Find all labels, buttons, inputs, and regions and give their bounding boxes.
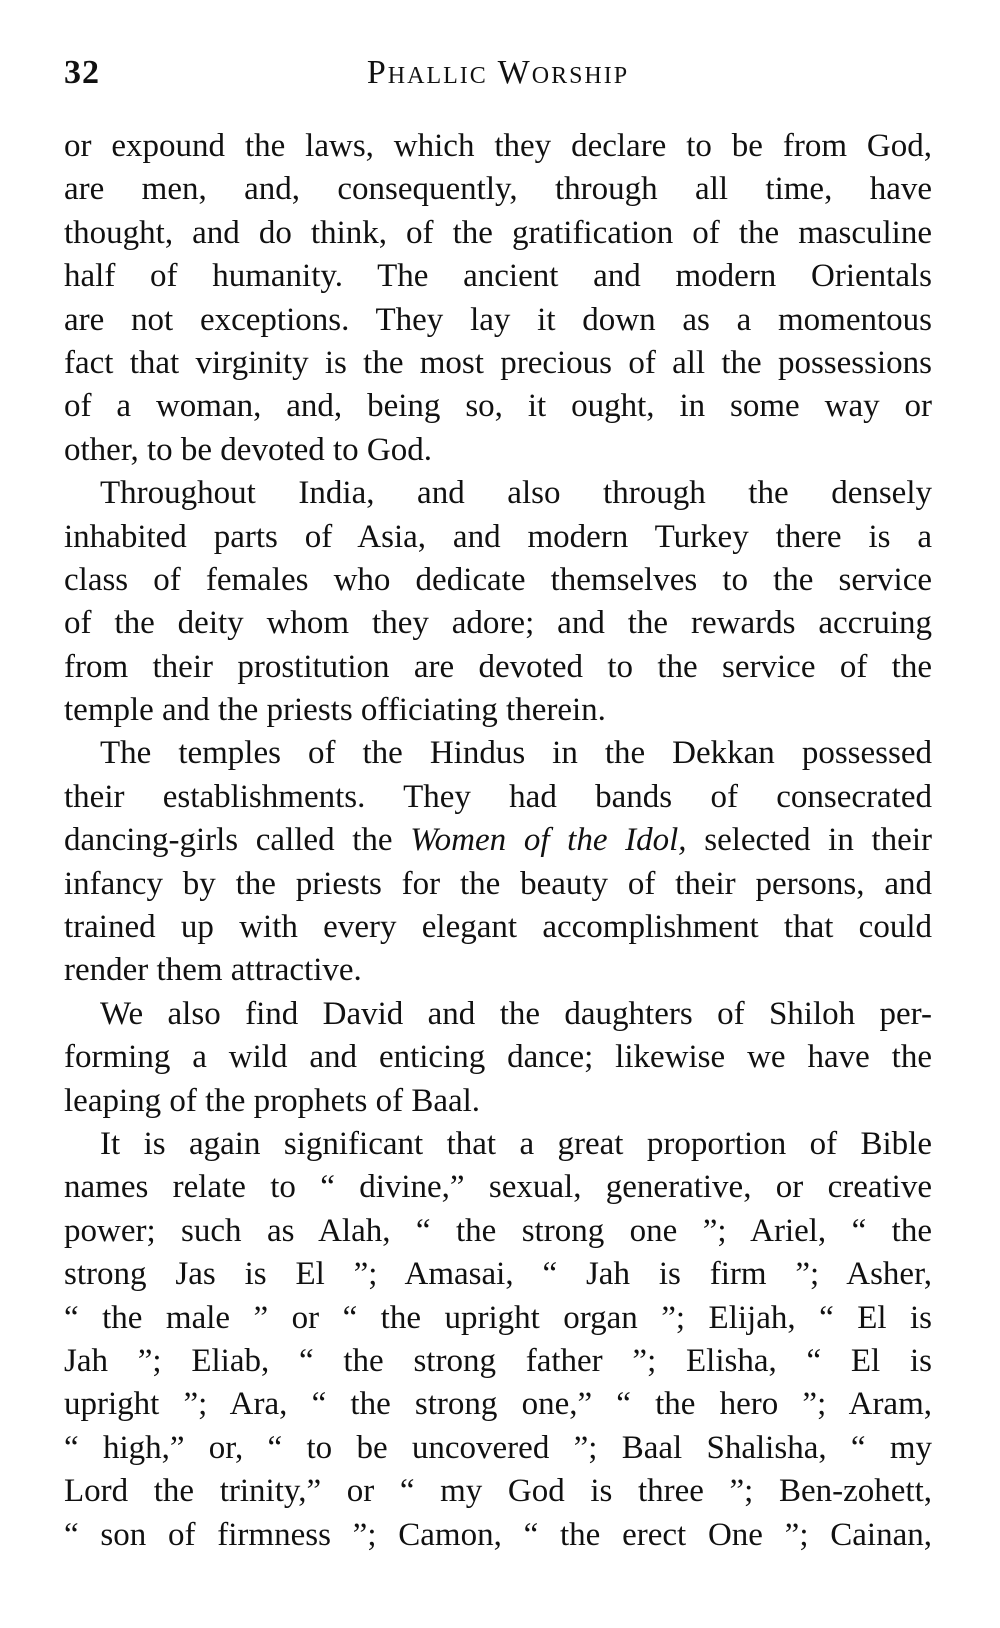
text-line: Jah ”; Eliab, “ the strong father ”; Elisha, “ El is	[64, 1342, 932, 1379]
text-line: or expound the laws, which they declare to be from God,	[64, 128, 932, 164]
text-line: thought, and do think, of the gratification of the masculine	[64, 214, 932, 251]
text-line: infancy by the priests for the beauty of their persons, and	[64, 865, 932, 902]
running-head	[64, 54, 932, 98]
text-line: of a woman, and, being so, it ought, in some way or	[64, 388, 932, 425]
text-line: The temples of the Hindus in the Dekkan possessed	[100, 735, 932, 772]
text-line: Lord the trinity,” or “ my God is three ”; Ben-zohett,	[64, 1473, 932, 1510]
italic-title: Women of the Idol,	[410, 822, 687, 859]
text-line: from their prostitution are devoted to the service of the	[64, 648, 932, 685]
text-line: are not exceptions. They lay it down as a momentous	[64, 301, 932, 338]
text-line: temple and the priests officiating therein.	[64, 692, 606, 729]
text-line: fact that virginity is the most precious of all the possessions	[64, 344, 932, 381]
text-line: “ son of firmness ”; Camon, “ the erect One ”; Cainan,	[64, 1516, 932, 1553]
text-line: strong Jas is El ”; Amasai, “ Jah is firm ”; Asher,	[64, 1256, 932, 1293]
text-line: inhabited parts of Asia, and modern Turkey there is a	[64, 518, 932, 555]
text-line: names relate to “ divine,” sexual, generative, or creative	[64, 1169, 932, 1206]
text-line: “ high,” or, “ to be uncovered ”; Baal Shalisha, “ my	[64, 1429, 932, 1466]
text-line: dancing-girls called the Women of the Idol, selected in their	[64, 822, 932, 859]
running-title: Phallic Worship	[366, 54, 630, 91]
text-line: of the deity whom they adore; and the rewards accruing	[64, 605, 932, 642]
text-line: We also find David and the daughters of Shiloh per-	[100, 995, 932, 1032]
text-line: forming a wild and enticing dance; likewise we have the	[64, 1039, 932, 1076]
page-number: 32	[64, 54, 100, 91]
text-line: power; such as Alah, “ the strong one ”; Ariel, “ the	[64, 1212, 932, 1249]
text-line: are men, and, consequently, through all time, have	[64, 171, 932, 208]
text-line: Throughout India, and also through the densely	[100, 475, 932, 512]
text-line: “ the male ” or “ the upright organ ”; Elijah, “ El is	[64, 1299, 932, 1336]
text-line: trained up with every elegant accomplishment that could	[64, 909, 932, 946]
text-line: leaping of the prophets of Baal.	[64, 1082, 481, 1119]
text-line: their establishments. They had bands of consecrated	[64, 778, 932, 815]
text-line: half of humanity. The ancient and modern Orientals	[64, 258, 932, 295]
text-line: other, to be devoted to God.	[64, 431, 433, 468]
text-line: class of females who dedicate themselves to the service	[64, 561, 932, 598]
text-line: It is again significant that a great proportion of Bible	[100, 1125, 932, 1162]
text-line: render them attractive.	[64, 952, 362, 989]
body-text	[64, 125, 932, 1557]
text-line: upright ”; Ara, “ the strong one,” “ the hero ”; Aram,	[64, 1386, 932, 1423]
